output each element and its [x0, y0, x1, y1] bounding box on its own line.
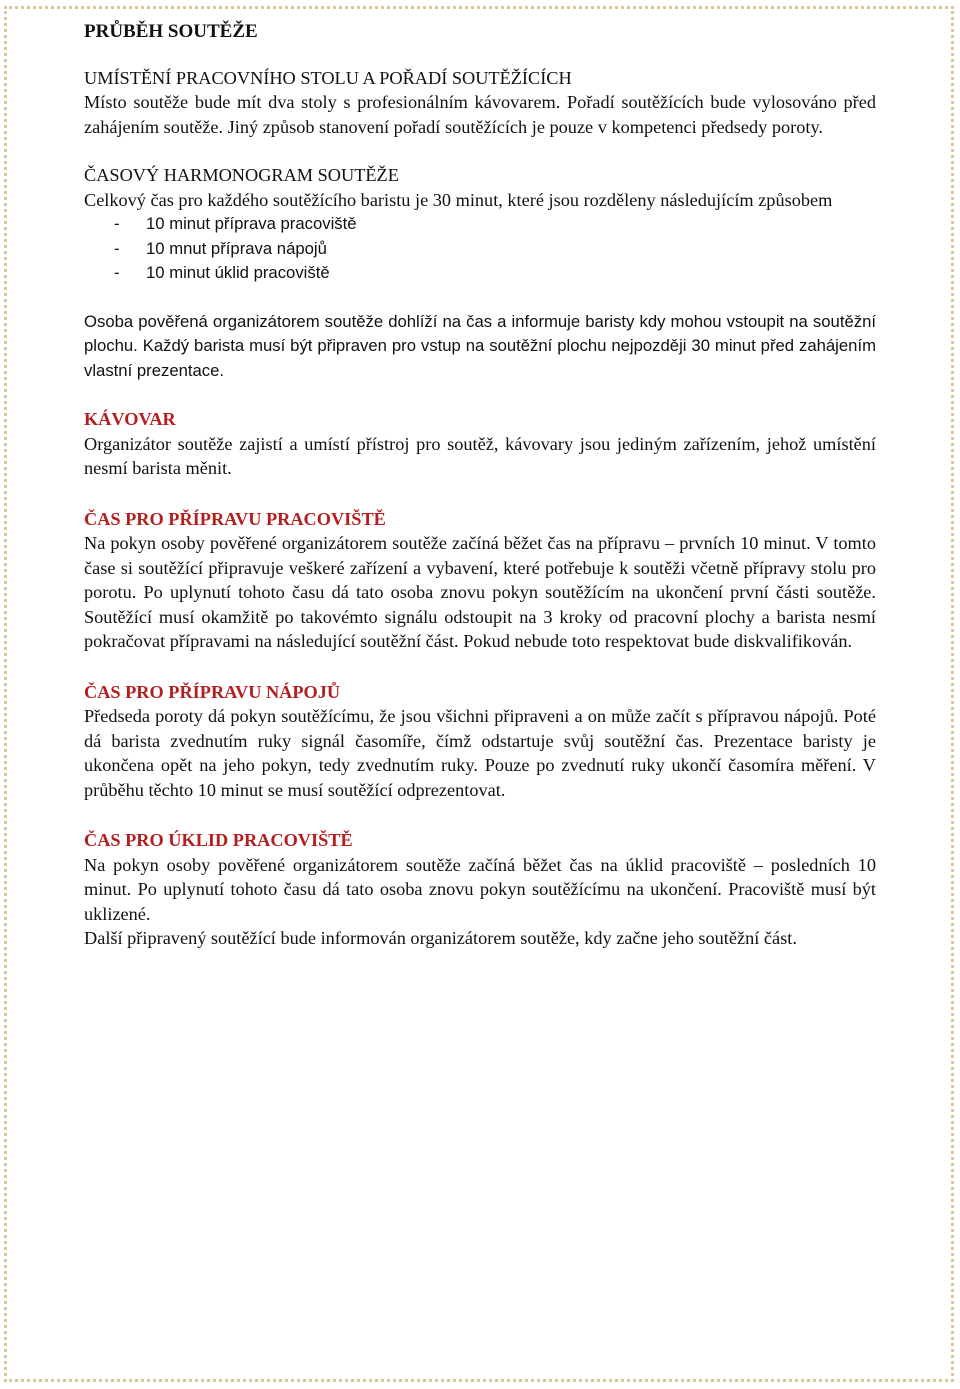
- section-heading: ČAS PRO PŘÍPRAVU PRACOVIŠTĚ: [84, 508, 386, 529]
- section-paragraph: Místo soutěže bude mít dva stoly s profesionálním kávovarem. Pořadí soutěžících bude vylosováno před zahájením soutěže. Jiný způsob stanovení pořadí soutěžících je pouze v kompetenci předsedy poroty.: [84, 92, 876, 137]
- section-paragraph: Celkový čas pro každého soutěžícího baristu je 30 minut, které jsou rozděleny následujícím způsobem: [84, 189, 833, 210]
- document-body: [84, 20, 876, 951]
- section-paragraph: Na pokyn osoby pověřené organizátorem soutěže začíná běžet čas na přípravu – prvních 10 minut. V tomto čase si soutěžící připravuje veškeré zařízení a vybavení, které potřebuje k soutěži včetně přípravy stolu pro porotu. Po uplynutí tohoto času dá tato osoba znovu pokyn soutěžícím na ukončení první části soutěže. Soutěžící musí okamžitě po takovémto signálu odstoupit na 3 kroky od pracovní plochy a barista nesmí pokračovat přípravami na následující soutěžní část. Pokud nebude toto respektovat bude diskvalifikován.: [84, 533, 876, 651]
- section-heading: ČASOVÝ HARMONOGRAM SOUTĚŽE: [84, 165, 399, 185]
- section-paragraph: Předseda poroty dá pokyn soutěžícímu, že jsou všichni připraveni a on může začít s přípravou nápojů. Poté dá barista zvednutím ruky signál časomíře, čímž odstartuje svůj soutěžní čas. Prezentace baristy je ukončena opět na jeho pokyn, tedy zvednutím ruky. Pouze po zvednutí ruky ukončí časomíra měření. V průběhu těchto 10 minut se musí soutěžící odprezentovat.: [84, 706, 876, 800]
- section-heading: ČAS PRO ÚKLID PRACOVIŠTĚ: [84, 830, 353, 850]
- schedule-note: Osoba pověřená organizátorem soutěže dohlíží na čas a informuje baristy kdy mohou vstoupit na soutěžní plochu. Každý barista musí být připraven pro vstup na soutěžní plochu nejpozději 30 minut před zahájením vlastní prezentace.: [84, 311, 876, 380]
- section-schedule: [84, 163, 876, 383]
- document-title: PRŮBĚH SOUTĚŽE: [84, 21, 258, 42]
- section-heading: KÁVOVAR: [84, 409, 176, 429]
- list-item: - 10 minut příprava pracoviště: [114, 214, 357, 233]
- section-placement: [84, 66, 876, 140]
- list-item: - 10 minut úklid pracoviště: [114, 263, 330, 282]
- section-workplace-prep: [84, 507, 876, 654]
- schedule-list: [84, 212, 876, 286]
- section-paragraph: Další připravený soutěžící bude informován organizátorem soutěže, kdy začne jeho soutěžní část.: [84, 928, 797, 948]
- section-coffee-machine: [84, 407, 876, 481]
- list-item: - 10 mnut příprava nápojů: [114, 238, 327, 258]
- section-paragraph: Organizátor soutěže zajistí a umístí přístroj pro soutěž, kávovary jsou jediným zařízením, jehož umístění nesmí barista měnit.: [84, 433, 876, 478]
- section-heading: ČAS PRO PŘÍPRAVU NÁPOJŮ: [84, 681, 341, 702]
- section-heading: UMÍSTĚNÍ PRACOVNÍHO STOLU A POŘADÍ SOUTĚŽÍCÍCH: [84, 67, 572, 88]
- section-drinks-prep: [84, 680, 876, 803]
- section-cleanup: [84, 828, 876, 951]
- section-paragraph: Na pokyn osoby pověřené organizátorem soutěže začíná běžet čas na úklid pracoviště – posledních 10 minut. Po uplynutí tohoto času dá tato osoba znovu pokyn soutěžícímu na ukončení. Pracoviště musí být uklizené.: [84, 854, 876, 924]
